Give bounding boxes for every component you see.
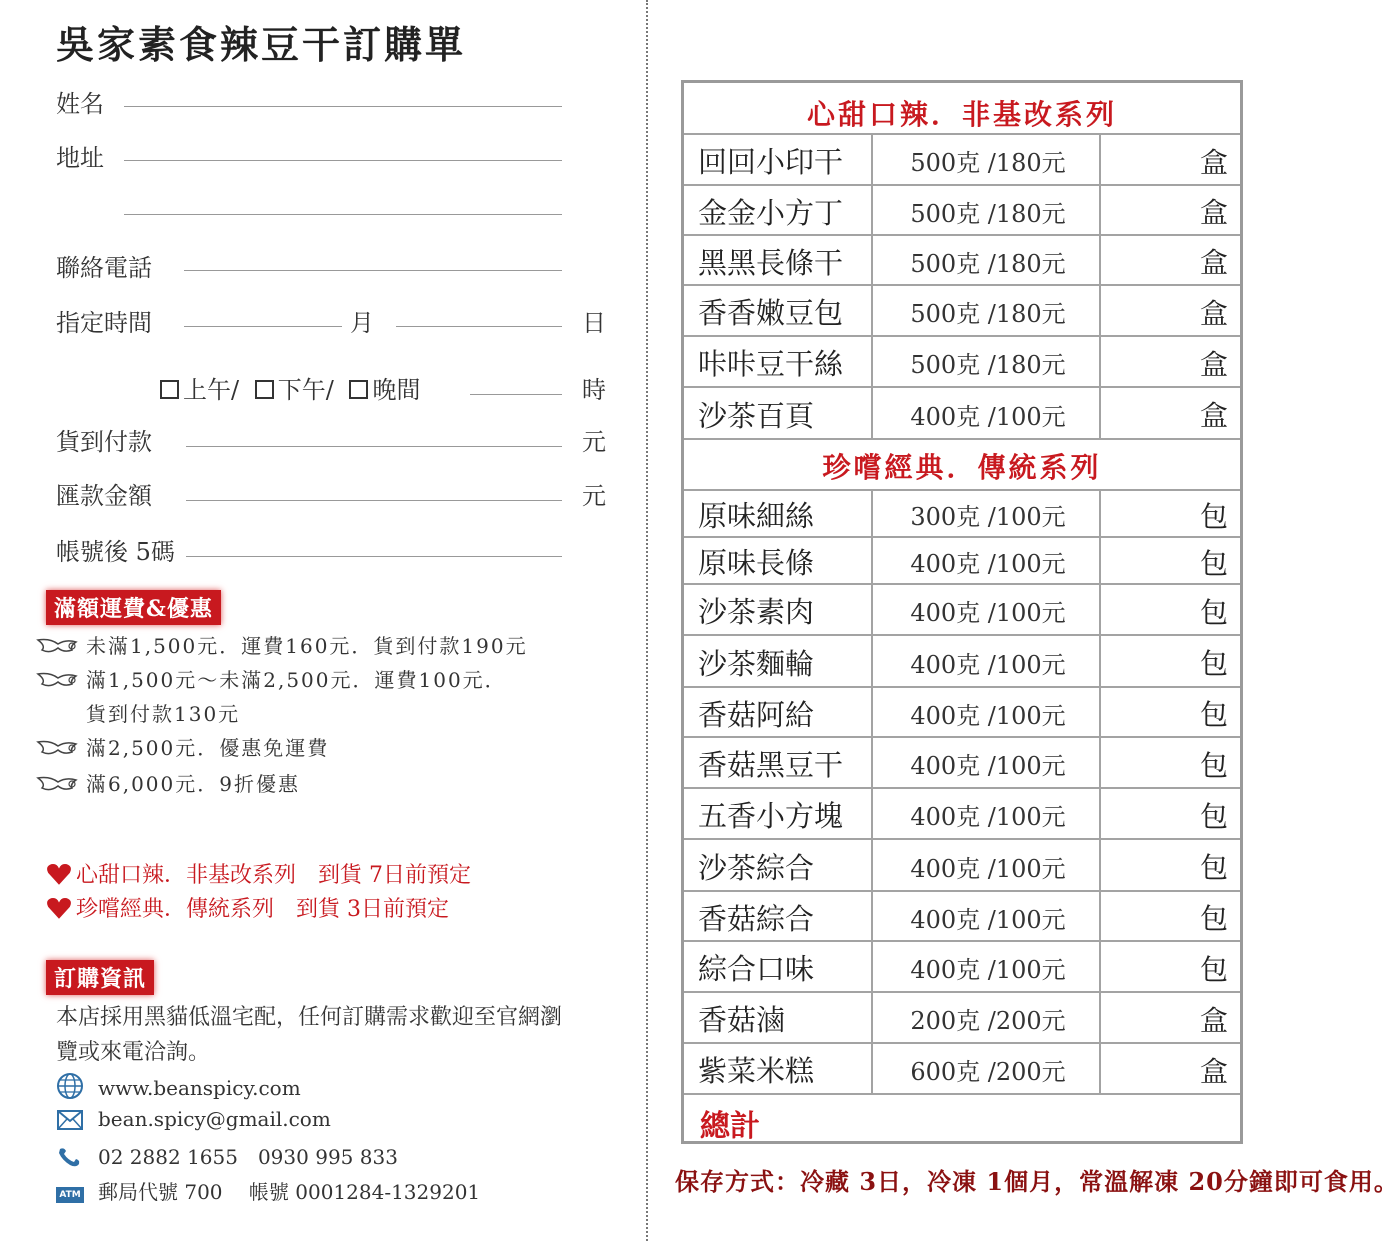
cod-unit: 元 xyxy=(582,428,606,456)
column-divider xyxy=(871,135,873,186)
column-divider xyxy=(871,1044,873,1095)
wing-icon xyxy=(36,670,80,690)
series2-row xyxy=(684,736,1240,789)
fold-divider xyxy=(646,0,648,1241)
address-field[interactable] xyxy=(124,160,562,161)
remit-label: 匯款金額 xyxy=(56,482,152,510)
name-field[interactable] xyxy=(124,106,562,107)
series1-title: 心甜口辣．非基改系列 xyxy=(806,98,1117,131)
product-name: 綜合口味 xyxy=(698,952,815,986)
quantity-unit[interactable]: 包 xyxy=(1199,546,1228,580)
hour-label: 時 xyxy=(582,376,606,404)
evening-checkbox[interactable] xyxy=(349,380,368,399)
series2-row xyxy=(684,991,1240,1044)
series2-row xyxy=(684,838,1240,892)
series2-row xyxy=(684,1042,1240,1095)
column-divider xyxy=(871,538,873,585)
product-price: 400克 /100元 xyxy=(910,803,1066,831)
quantity-unit[interactable]: 盒 xyxy=(1199,1003,1228,1037)
column-divider xyxy=(871,337,873,388)
preorder-line-2: 珍嚐經典．傳統系列 到貨 3日前預定 xyxy=(46,892,449,923)
quantity-unit[interactable]: 包 xyxy=(1199,499,1228,533)
quantity-unit[interactable]: 包 xyxy=(1199,952,1228,986)
quantity-unit[interactable]: 包 xyxy=(1199,647,1228,680)
product-name: 原味長條 xyxy=(698,546,815,580)
product-name: 沙茶百頁 xyxy=(698,398,815,433)
address-label: 地址 xyxy=(56,144,104,172)
total-row xyxy=(684,1093,1240,1143)
product-price: 400克 /100元 xyxy=(910,650,1066,679)
series1-row xyxy=(684,184,1240,236)
shipping-line-1: 未滿1,500元．運費160元．貨到付款190元 xyxy=(36,630,528,659)
product-price: 400克 /100元 xyxy=(910,599,1066,627)
preorder-line-1: 心甜口辣．非基改系列 到貨 7日前預定 xyxy=(46,858,471,889)
phone-row xyxy=(56,1141,398,1170)
phone-field[interactable] xyxy=(184,270,562,271)
column-divider xyxy=(871,491,873,538)
product-price: 200克 /200元 xyxy=(910,1007,1066,1035)
column-divider xyxy=(871,942,873,993)
phone-numbers[interactable]: 02 2882 1655 0930 995 833 xyxy=(98,1145,398,1169)
column-divider xyxy=(871,636,873,688)
total-label: 總計 xyxy=(700,1109,760,1144)
afternoon-label: 下午/ xyxy=(277,376,334,404)
product-price: 400克 /100元 xyxy=(910,854,1066,883)
time-options xyxy=(160,370,420,405)
phone-icon xyxy=(56,1145,84,1169)
bank-row xyxy=(56,1176,480,1205)
bank-account: 郵局代號 700 帳號 0001284-1329201 xyxy=(98,1180,481,1204)
product-name: 香菇滷 xyxy=(698,1003,786,1037)
product-price: 400克 /100元 xyxy=(910,550,1066,578)
column-divider xyxy=(871,388,873,440)
product-price: 400克 /100元 xyxy=(910,402,1066,431)
morning-checkbox[interactable] xyxy=(160,380,179,399)
product-name: 香菇黑豆干 xyxy=(698,748,844,782)
series2-row xyxy=(684,634,1240,688)
shipping-line-2b: 貨到付款130元 xyxy=(86,702,241,726)
globe-icon xyxy=(56,1072,84,1100)
series2-row xyxy=(684,940,1240,993)
price-table xyxy=(681,80,1243,1144)
quantity-unit[interactable]: 包 xyxy=(1199,851,1228,884)
quantity-unit[interactable]: 盒 xyxy=(1199,246,1228,279)
series1-row xyxy=(684,386,1240,440)
day-label: 日 xyxy=(582,309,606,337)
product-price: 300克 /100元 xyxy=(910,503,1066,531)
series1-row xyxy=(684,335,1240,388)
quantity-unit[interactable]: 盒 xyxy=(1199,399,1228,432)
wing-icon xyxy=(36,636,80,656)
address-field-line2[interactable] xyxy=(124,214,562,215)
quantity-unit[interactable]: 盒 xyxy=(1199,296,1228,330)
email-row xyxy=(56,1107,331,1131)
info-text: 本店採用黑貓低溫宅配，任何訂購需求歡迎至官網瀏覽或來電洽詢。 xyxy=(56,1005,563,1065)
shipping-line-3: 滿2,500元．優惠免運費 xyxy=(36,732,329,761)
quantity-unit[interactable]: 盒 xyxy=(1199,145,1228,179)
mail-icon xyxy=(56,1109,84,1131)
quantity-unit[interactable]: 盒 xyxy=(1199,347,1228,381)
day-field[interactable] xyxy=(396,326,562,327)
series2-header-row xyxy=(684,438,1240,491)
column-divider xyxy=(871,738,873,789)
column-divider xyxy=(871,286,873,337)
product-name: 原味細絲 xyxy=(698,499,815,533)
cod-field[interactable] xyxy=(186,446,562,447)
website-row xyxy=(56,1072,301,1100)
product-name: 沙茶綜合 xyxy=(698,850,815,885)
email-link[interactable]: bean.spicy@gmail.com xyxy=(98,1107,331,1131)
shipping-tag: 滿額運費&優惠 xyxy=(46,590,221,625)
product-price: 500克 /180元 xyxy=(910,249,1066,278)
month-field[interactable] xyxy=(184,326,342,327)
product-name: 咔咔豆干絲 xyxy=(698,347,844,381)
quantity-unit[interactable]: 包 xyxy=(1199,799,1228,833)
column-divider xyxy=(871,789,873,840)
product-name: 香香嫩豆包 xyxy=(698,296,844,330)
series2-row xyxy=(684,489,1240,538)
remit-field[interactable] xyxy=(186,500,562,501)
product-price: 400克 /100元 xyxy=(910,701,1066,730)
product-name: 沙茶麵輪 xyxy=(698,646,815,681)
quantity-unit[interactable]: 盒 xyxy=(1199,1054,1228,1088)
product-price: 500克 /180元 xyxy=(910,199,1066,228)
series2-row xyxy=(684,890,1240,942)
series2-row xyxy=(684,686,1240,738)
product-name: 五香小方塊 xyxy=(698,799,844,833)
hour-field[interactable] xyxy=(470,394,562,395)
quantity-unit[interactable]: 包 xyxy=(1199,902,1228,935)
column-divider xyxy=(871,186,873,236)
column-divider xyxy=(871,236,873,286)
quantity-unit[interactable]: 包 xyxy=(1199,595,1228,629)
wing-icon xyxy=(36,738,80,758)
column-divider xyxy=(871,585,873,636)
quantity-unit[interactable]: 包 xyxy=(1199,698,1228,731)
date-label: 指定時間 xyxy=(56,309,152,337)
product-name: 香菇綜合 xyxy=(698,901,815,936)
product-name: 黑黑長條干 xyxy=(698,245,844,280)
series2-row xyxy=(684,787,1240,840)
product-name: 紫菜米糕 xyxy=(698,1054,815,1088)
product-price: 400克 /100元 xyxy=(910,905,1066,934)
column-divider xyxy=(871,892,873,942)
cod-label: 貨到付款 xyxy=(56,428,152,456)
atm-icon: ATM xyxy=(56,1187,84,1203)
page-title: 吳家素食辣豆干訂購單 xyxy=(56,22,467,67)
shipping-line-4: 滿6,000元．9折優惠 xyxy=(36,768,300,797)
heart-icon xyxy=(46,896,72,920)
evening-label: 晚間 xyxy=(372,376,421,404)
wing-icon xyxy=(36,774,80,794)
series1-row xyxy=(684,133,1240,186)
remit-unit: 元 xyxy=(582,482,606,510)
phone-label: 聯絡電話 xyxy=(56,254,152,282)
morning-label: 上午/ xyxy=(183,376,240,404)
quantity-unit[interactable]: 盒 xyxy=(1199,196,1228,229)
column-divider xyxy=(871,993,873,1044)
product-price: 400克 /100元 xyxy=(910,752,1066,780)
shipping-line-2: 滿1,500元～未滿2,500元．運費100元． xyxy=(36,664,507,693)
product-price: 600克 /200元 xyxy=(910,1058,1066,1086)
month-label: 月 xyxy=(350,309,374,337)
account-tail-field[interactable] xyxy=(186,556,562,557)
product-name: 金金小方丁 xyxy=(698,195,844,230)
series2-row xyxy=(684,583,1240,636)
product-price: 500克 /180元 xyxy=(910,149,1066,177)
heart-icon xyxy=(46,862,72,886)
product-name: 回回小印干 xyxy=(698,145,844,179)
quantity-unit[interactable]: 包 xyxy=(1199,748,1228,782)
product-name: 沙茶素肉 xyxy=(698,595,815,629)
product-price: 400克 /100元 xyxy=(910,956,1066,984)
afternoon-checkbox[interactable] xyxy=(255,380,274,399)
series1-row xyxy=(684,234,1240,286)
name-label: 姓名 xyxy=(56,90,104,118)
series2-title: 珍嚐經典．傳統系列 xyxy=(822,451,1102,484)
product-name: 香菇阿給 xyxy=(698,697,815,732)
product-price: 500克 /180元 xyxy=(910,351,1066,379)
account-tail-label: 帳號後 5碼 xyxy=(56,538,175,566)
info-tag: 訂購資訊 xyxy=(46,960,154,995)
website-link[interactable]: www.beanspicy.com xyxy=(98,1076,301,1100)
storage-note: 保存方式：冷藏 3日，冷凍 1個月，常溫解凍 20分鐘即可食用。 xyxy=(675,1167,1399,1196)
series2-row xyxy=(684,536,1240,585)
column-divider xyxy=(871,840,873,892)
product-price: 500克 /180元 xyxy=(910,300,1066,328)
series1-row xyxy=(684,284,1240,337)
column-divider xyxy=(871,688,873,738)
